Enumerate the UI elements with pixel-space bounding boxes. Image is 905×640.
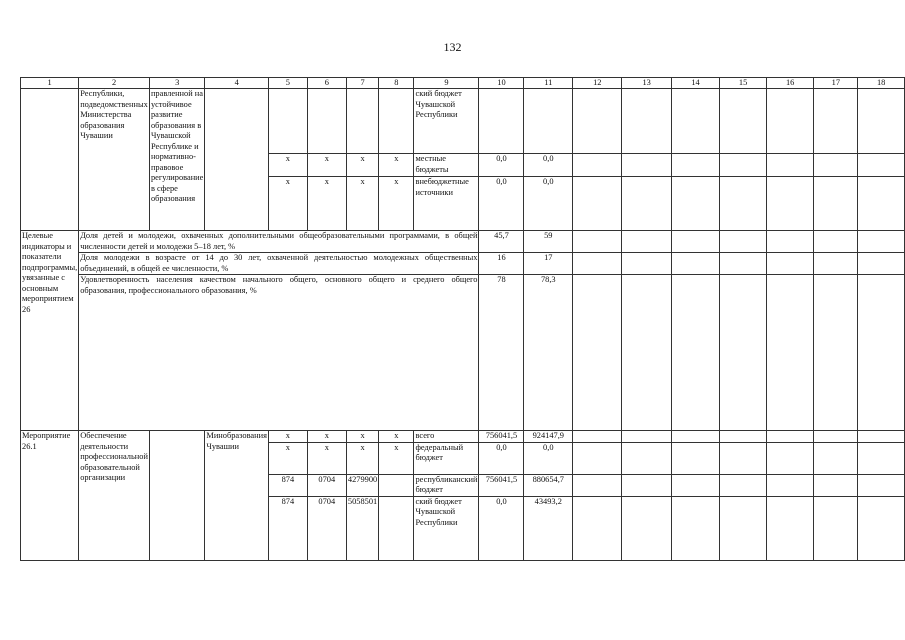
cell: 0704: [307, 474, 346, 496]
cell: 874: [268, 474, 307, 496]
cell: x: [346, 431, 378, 443]
cell-org: Республики, подведомственных Министерства образования Чувашии: [79, 89, 150, 231]
cell: [307, 89, 346, 154]
col-header: 12: [573, 78, 622, 89]
col-header: 7: [346, 78, 378, 89]
cell: x: [346, 442, 378, 474]
cell: 4279900: [346, 474, 378, 496]
cell: 45,7: [479, 231, 524, 253]
measure-description: Обеспечение деятельности профессиональной образовательной организации: [79, 431, 150, 561]
cell-source: всего: [414, 431, 479, 443]
cell: x: [307, 177, 346, 231]
cell: [524, 89, 573, 154]
col-header: 13: [622, 78, 671, 89]
cell: 756041,5: [479, 474, 524, 496]
col-header: 4: [205, 78, 269, 89]
cell: x: [346, 177, 378, 231]
cell: 0,0: [479, 154, 524, 177]
col-header: 18: [858, 78, 905, 89]
cell: [346, 89, 378, 154]
cell: 5058501: [346, 496, 378, 560]
cell: [479, 89, 524, 154]
table-row: [21, 431, 905, 443]
col-header: 11: [524, 78, 573, 89]
cell: 0,0: [524, 154, 573, 177]
col-header: 5: [268, 78, 307, 89]
col-header: 3: [149, 78, 204, 89]
cell: 0,0: [479, 177, 524, 231]
cell: x: [268, 154, 307, 177]
budget-table: [20, 77, 905, 561]
col-header: 6: [307, 78, 346, 89]
column-number-row: [21, 78, 905, 89]
col-header: 2: [79, 78, 150, 89]
cell: x: [307, 442, 346, 474]
cell: x: [307, 431, 346, 443]
cell: 924147,9: [524, 431, 573, 443]
table-row: [21, 231, 905, 253]
cell: 874: [268, 496, 307, 560]
cell-source: внебюджетные источники: [414, 177, 479, 231]
table-row: [21, 89, 905, 154]
cell: x: [307, 154, 346, 177]
cell: [379, 89, 414, 154]
measure-label: Мероприятие 26.1: [21, 431, 79, 561]
cell: [379, 496, 414, 560]
cell: 880654,7: [524, 474, 573, 496]
cell-source: местные бюджеты: [414, 154, 479, 177]
cell-source: федеральный бюджет: [414, 442, 479, 474]
col-header: 1: [21, 78, 79, 89]
cell: 59: [524, 231, 573, 253]
table-row: [21, 275, 905, 431]
cell: 78,3: [524, 275, 573, 431]
cell: [268, 89, 307, 154]
indicator-text: Доля молодежи в возрасте от 14 до 30 лет, охваченной деятельностью молодежных общественных объединений, в общей ее численности, %: [80, 253, 478, 273]
indicator-text: Доля детей и молодежи, охваченных дополнительными общеобразовательными программами, в общей численности детей и молодежи 5–18 лет, %: [80, 231, 478, 251]
cell: 17: [524, 253, 573, 275]
cell: x: [379, 442, 414, 474]
cell-source: ский бюджет Чувашской Республики: [414, 89, 479, 154]
table-row: [21, 253, 905, 275]
cell-source: ский бюджет Чувашской Республики: [414, 496, 479, 560]
page-number: 132: [443, 40, 462, 54]
col-header: 16: [766, 78, 814, 89]
cell: 0704: [307, 496, 346, 560]
cell: x: [268, 442, 307, 474]
cell: 16: [479, 253, 524, 275]
cell: x: [379, 431, 414, 443]
cell: x: [346, 154, 378, 177]
cell: 0,0: [524, 177, 573, 231]
cell: 78: [479, 275, 524, 431]
cell: x: [268, 431, 307, 443]
cell: x: [268, 177, 307, 231]
indicators-label: Целевые индикаторы и показатели подпрограммы, увязанные с основным мероприятием 26: [21, 231, 79, 431]
col-header: 17: [814, 78, 858, 89]
col-header: 10: [479, 78, 524, 89]
col-header: 14: [671, 78, 719, 89]
cell: 0,0: [479, 442, 524, 474]
cell: 0,0: [524, 442, 573, 474]
col-header: 8: [379, 78, 414, 89]
cell: 43493,2: [524, 496, 573, 560]
cell: 0,0: [479, 496, 524, 560]
measure-executor: Минобразования Чувашии: [205, 431, 269, 561]
col-header: 15: [720, 78, 767, 89]
cell-source: республиканский бюджет: [415, 474, 478, 494]
cell: x: [379, 154, 414, 177]
cell: x: [379, 177, 414, 231]
cell-purpose: правленной на устойчивое развитие образования в Чувашской Республике и нормативно-правовое регулирование в сфере образования: [149, 89, 204, 231]
cell: 756041,5: [479, 431, 524, 443]
indicator-text: Удовлетворенность населения качеством начального общего, основного общего и среднего общего образования, профессионального образования, %: [79, 275, 479, 431]
col-header: 9: [414, 78, 479, 89]
cell: [379, 474, 414, 496]
